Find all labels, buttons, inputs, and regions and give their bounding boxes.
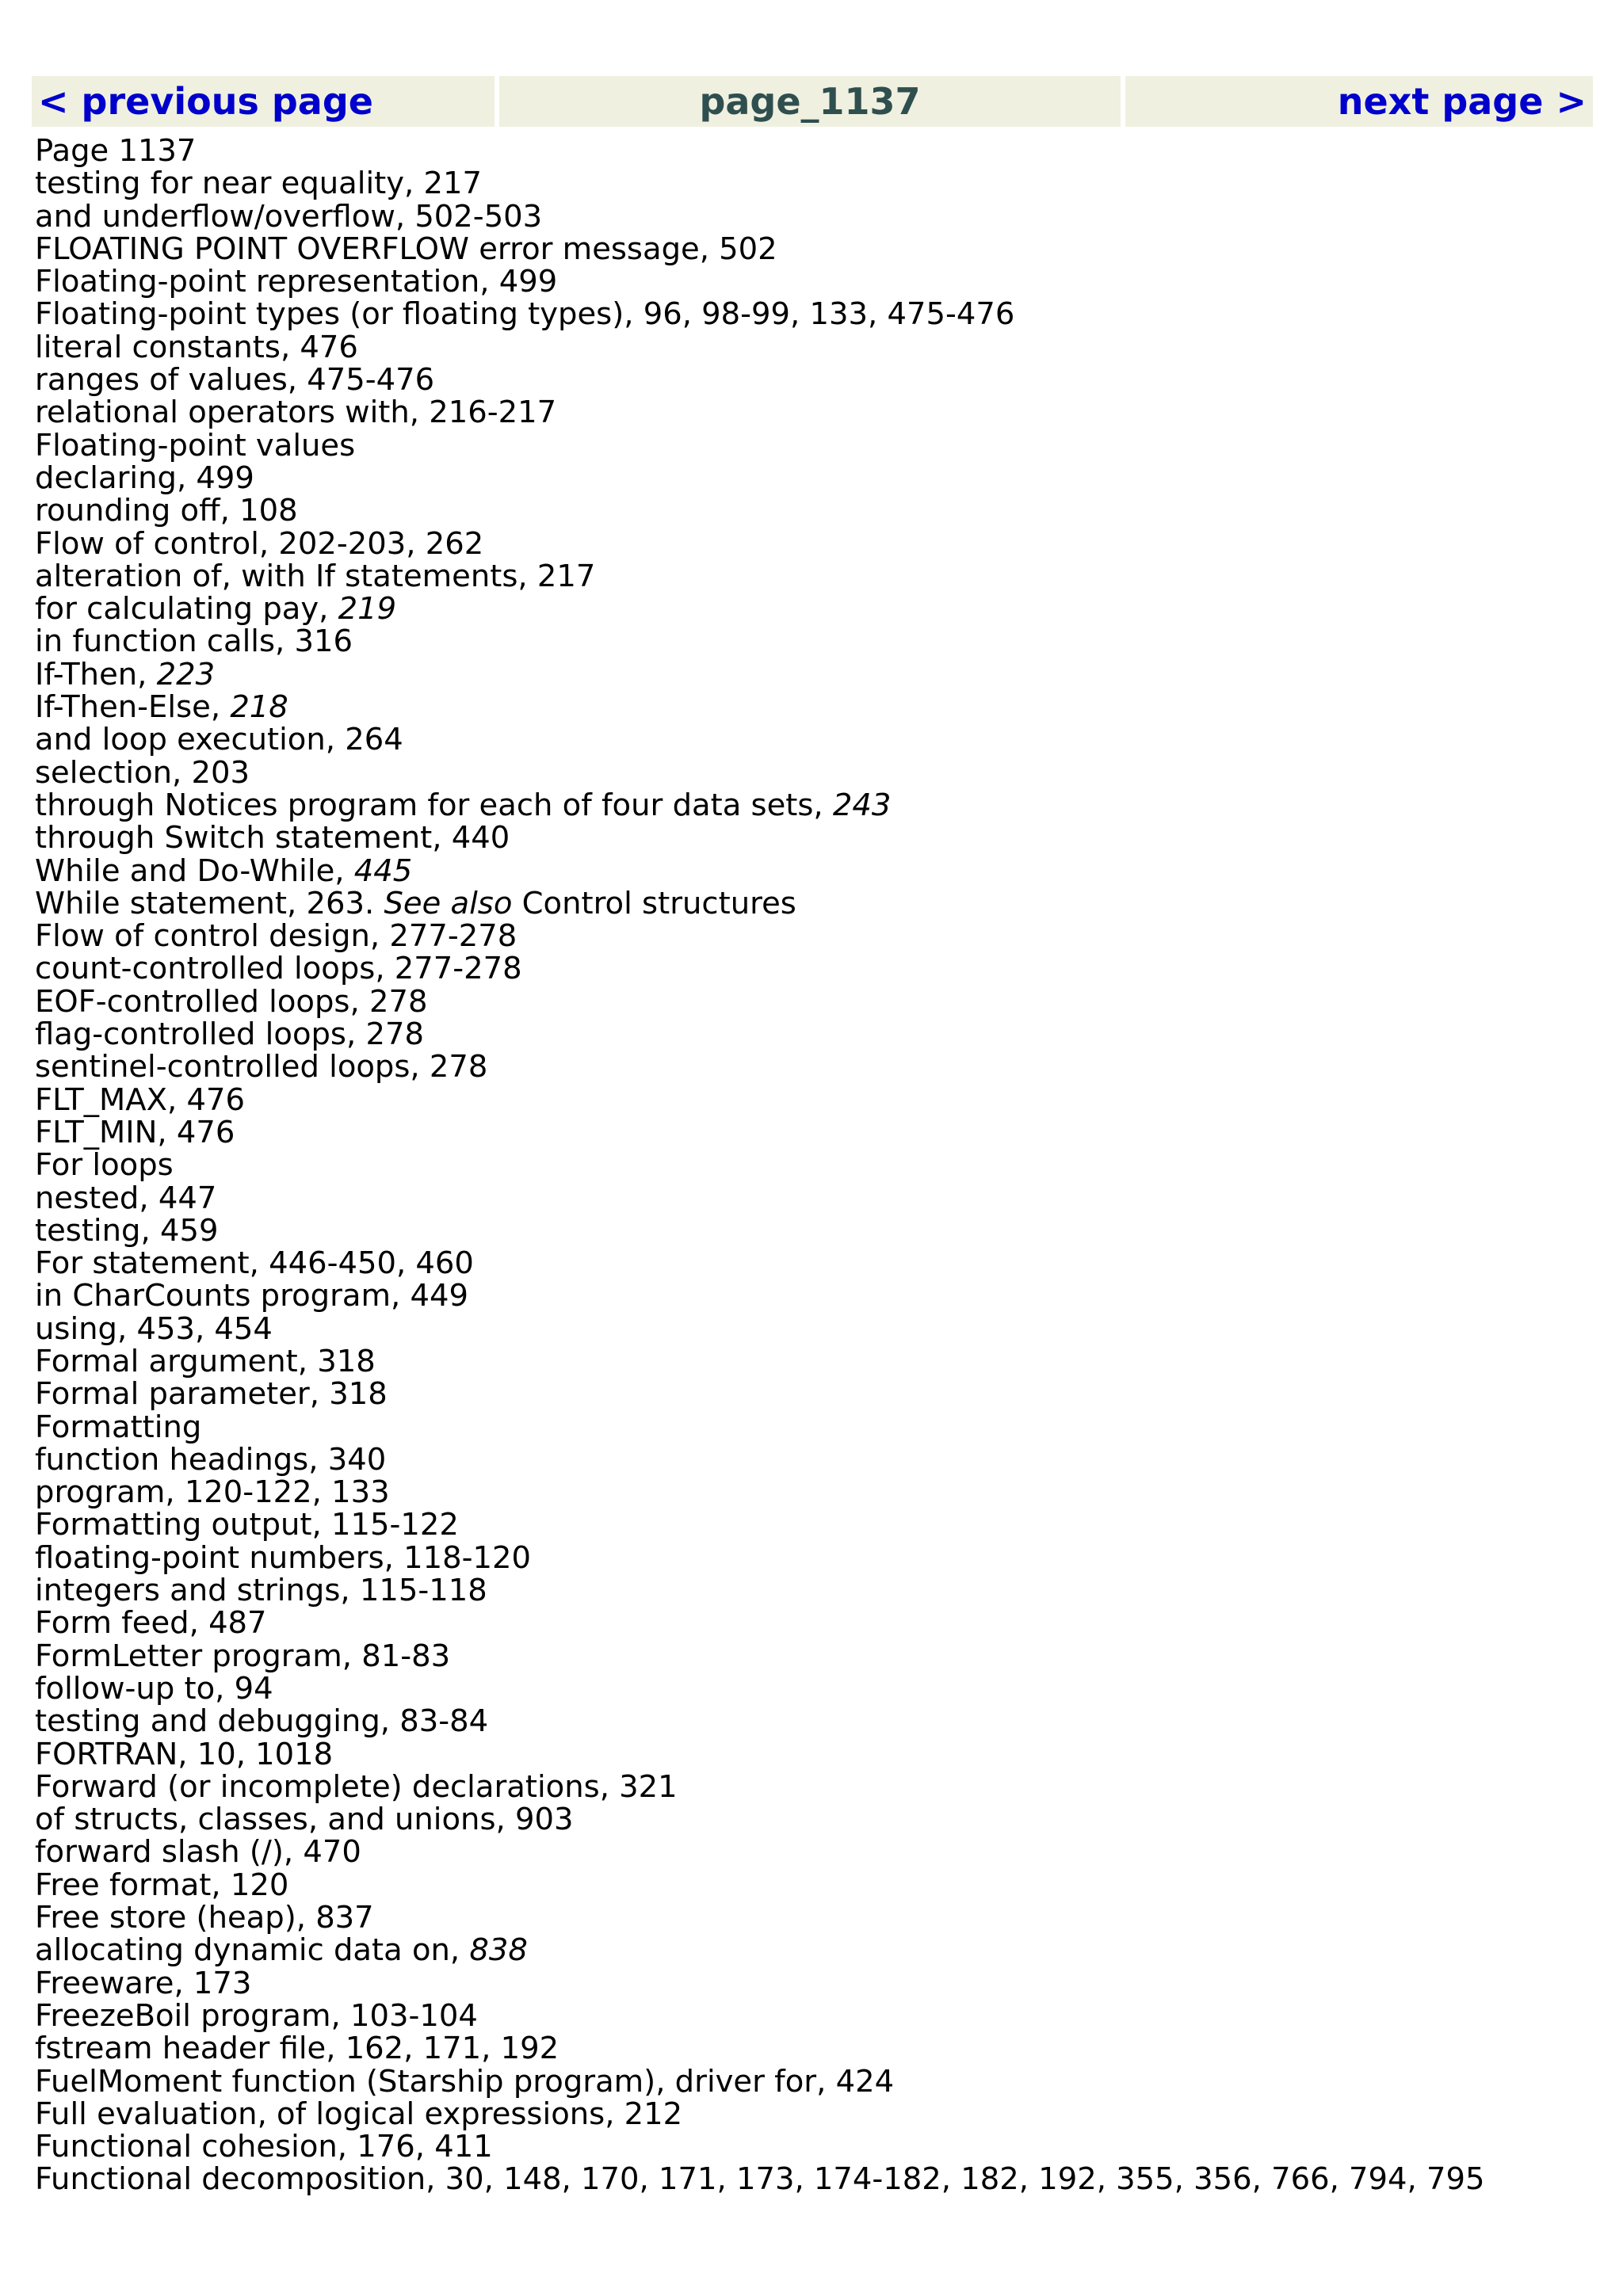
index-entry (35, 167, 1588, 200)
index-entry-text: Formal parameter, 318 (35, 1376, 388, 1413)
index-entry (35, 1212, 1588, 1249)
index-entry-italic-text: 838 (469, 1932, 528, 1969)
index-entry (35, 2098, 1588, 2130)
index-entry (35, 852, 1588, 889)
index-entry-italic-text: 219 (338, 591, 397, 627)
index-entry (35, 658, 1588, 691)
index-entry-text: literal constants, 476 (35, 329, 358, 365)
index-entry-text: For loops (35, 1147, 174, 1184)
index-entry (35, 822, 1588, 854)
index-entry-text: testing, 459 (35, 1212, 219, 1249)
index-entry-text: If-Then, (35, 656, 157, 692)
index-entry (35, 1051, 1588, 1083)
index-entry-text: Floating-point values (35, 427, 356, 463)
index-entry-text: Flow of control design, 277-278 (35, 918, 517, 955)
index-entry-italic-text: 445 (353, 852, 413, 889)
index-entry-italic-text: 223 (156, 656, 216, 692)
index-entry-text: FreezeBoil program, 103-104 (35, 1997, 478, 2034)
index-entry-text: Page 1137 (35, 133, 197, 169)
index-entry (35, 331, 1588, 364)
index-entry (35, 1247, 1588, 1280)
index-entry-text: allocating dynamic data on, (35, 1932, 470, 1969)
index-entry (35, 2161, 1588, 2198)
index-entry-text: Formatting (35, 1409, 202, 1445)
index-entry (35, 1411, 1588, 1444)
index-entry (35, 2130, 1588, 2163)
index-entry (35, 1182, 1588, 1215)
index-entry (35, 362, 1588, 399)
index-entry-text: through Notices program for each of four data sets, (35, 787, 833, 823)
index-entry-text: FLT_MAX, 476 (35, 1081, 245, 1118)
index-entry-text: follow-up to, 94 (35, 1670, 273, 1707)
index-entry (35, 560, 1588, 593)
index-entry (35, 1869, 1588, 1901)
index-entry (35, 1081, 1588, 1118)
index-entry-text: alteration of, with If statements, 217 (35, 558, 596, 594)
index-entry-text: Free store (heap), 837 (35, 1900, 374, 1936)
index-entry-text: FormLetter program, 81-83 (35, 1638, 451, 1674)
index-entry-text: function headings, 340 (35, 1441, 387, 1478)
index-entry-text: selection, 203 (35, 754, 250, 791)
index-entry-text: sentinel-controlled loops, 278 (35, 1049, 488, 1085)
index-entry (35, 1967, 1588, 2000)
index-entry-text: testing for near equality, 217 (35, 166, 482, 202)
index-entry (35, 1703, 1588, 1740)
index-entry-italic-text: 218 (230, 689, 288, 726)
index-entry-text: of structs, classes, and unions, 903 (35, 1802, 574, 1838)
index-entry-text: FLT_MIN, 476 (35, 1114, 235, 1150)
index-entry-text: using, 453, 454 (35, 1310, 273, 1347)
index-entry-text: integers and strings, 115-118 (35, 1573, 487, 1609)
index-entry (35, 1997, 1588, 2034)
index-entry-text: Functional decomposition, 30, 148, 170, 171, 173, 174-182, 182, 192, 355, 356, 766, 794, 795 (35, 2161, 1485, 2198)
index-entry (35, 396, 1588, 429)
index-entry (35, 1672, 1588, 1705)
index-entry-italic-text: 243 (832, 787, 892, 823)
index-entry-text: nested, 447 (35, 1180, 217, 1216)
index-entry (35, 233, 1588, 265)
index-entry (35, 1539, 1588, 1576)
index-entry (35, 1116, 1588, 1149)
index-entry (35, 789, 1588, 822)
index-entry-text: If-Then-Else, (35, 689, 231, 726)
index-entry-text: Floating-point representation, 499 (35, 264, 558, 300)
index-entry-text: program, 120-122, 133 (35, 1474, 390, 1511)
index-entry (35, 983, 1588, 1020)
index-entry-text: rounding off, 108 (35, 493, 298, 529)
index-entry (35, 1345, 1588, 1378)
index-entry (35, 1147, 1588, 1184)
index-entry-text: FuelMoment function (Starship program), driver for, 424 (35, 2063, 895, 2100)
index-entry (35, 1376, 1588, 1413)
index-entry (35, 1640, 1588, 1672)
index-entry (35, 1738, 1588, 1771)
index-entry (35, 1310, 1588, 1347)
index-entry-text: Freeware, 173 (35, 1965, 252, 2001)
index-entry-italic-text: See also (384, 885, 513, 921)
index-entry (35, 1508, 1588, 1541)
index-entry-text: Full evaluation, of logical expressions, 212 (35, 2096, 683, 2132)
index-entry (35, 1901, 1588, 1934)
index-entry-text: While and Do-While, (35, 852, 354, 889)
index-entry (35, 625, 1588, 658)
index-entry-text: relational operators with, 216-217 (35, 395, 557, 431)
index-entry-text: Floating-point types (or floating types), 96, 98-99, 133, 475-476 (35, 296, 1015, 333)
previous-page-cell (32, 76, 495, 127)
index-entry (35, 525, 1588, 562)
index-entry-text: Form feed, 487 (35, 1605, 267, 1642)
index-entry (35, 1605, 1588, 1642)
index-entry (35, 265, 1588, 298)
index-entry-text: flag-controlled loops, 278 (35, 1016, 424, 1053)
index-entry-text: count-controlled loops, 277-278 (35, 951, 522, 987)
index-entry (35, 2065, 1588, 2098)
index-entry (35, 135, 1588, 167)
index-entry-text: declaring, 499 (35, 460, 254, 496)
page-navigation-bar (32, 76, 1593, 127)
index-entry (35, 1834, 1588, 1871)
index-entry-text: Free format, 120 (35, 1867, 289, 1903)
index-entry-text: fstream header file, 162, 171, 192 (35, 2031, 559, 2067)
index-entry (35, 1474, 1588, 1511)
index-entry-text: and underflow/overflow, 502-503 (35, 198, 543, 235)
index-entry (35, 723, 1588, 756)
index-entry (35, 918, 1588, 955)
index-entry-text: ranges of values, 475-476 (35, 362, 435, 399)
index-entry-text: for calculating pay, (35, 591, 338, 627)
index-entry (35, 754, 1588, 791)
index-entry (35, 296, 1588, 333)
index-entry (35, 429, 1588, 462)
index-entry (35, 2032, 1588, 2065)
index-entry-text: floating-point numbers, 118-120 (35, 1539, 532, 1576)
index-entry-text: testing and debugging, 83-84 (35, 1703, 489, 1740)
index-entry-text: Control structures (512, 885, 796, 921)
next-page-link[interactable]: next page > (1337, 80, 1587, 123)
previous-page-link[interactable]: < previous page (38, 80, 373, 123)
index-entry-text: through Switch statement, 440 (35, 820, 510, 856)
index-entry-text: EOF-controlled loops, 278 (35, 983, 428, 1020)
index-entry (35, 689, 1588, 726)
index-entry (35, 462, 1588, 494)
index-entry-text: in function calls, 316 (35, 624, 353, 660)
index-entry-text: Formatting output, 115-122 (35, 1507, 459, 1543)
index-entry (35, 1574, 1588, 1607)
index-entry (35, 887, 1588, 920)
index-entry (35, 494, 1588, 527)
index-entry-list (35, 135, 1588, 2196)
page-title: page_1137 (499, 76, 1121, 127)
index-entry (35, 1280, 1588, 1312)
index-entry-text: Formal argument, 318 (35, 1343, 376, 1379)
next-page-cell (1125, 76, 1593, 127)
index-entry (35, 1441, 1588, 1478)
index-entry (35, 952, 1588, 985)
index-entry (35, 1803, 1588, 1836)
index-entry (35, 1932, 1588, 1969)
index-entry-text: in CharCounts program, 449 (35, 1278, 468, 1314)
index-entry-text: and loop execution, 264 (35, 722, 403, 758)
index-entry (35, 1768, 1588, 1805)
index-entry-text: Flow of control, 202-203, 262 (35, 525, 484, 562)
index-entry-text: For statement, 446-450, 460 (35, 1245, 474, 1282)
index-entry-text: FORTRAN, 10, 1018 (35, 1736, 334, 1772)
index-entry (35, 200, 1588, 233)
index-entry-text: While statement, 263. (35, 885, 384, 921)
index-entry-text: FLOATING POINT OVERFLOW error message, 502 (35, 231, 777, 267)
index-entry-text: Functional cohesion, 176, 411 (35, 2129, 493, 2165)
index-entry (35, 1018, 1588, 1051)
index-entry-text: forward slash (/), 470 (35, 1834, 361, 1871)
index-entry-text: Forward (or incomplete) declarations, 321 (35, 1768, 678, 1805)
index-entry (35, 593, 1588, 625)
